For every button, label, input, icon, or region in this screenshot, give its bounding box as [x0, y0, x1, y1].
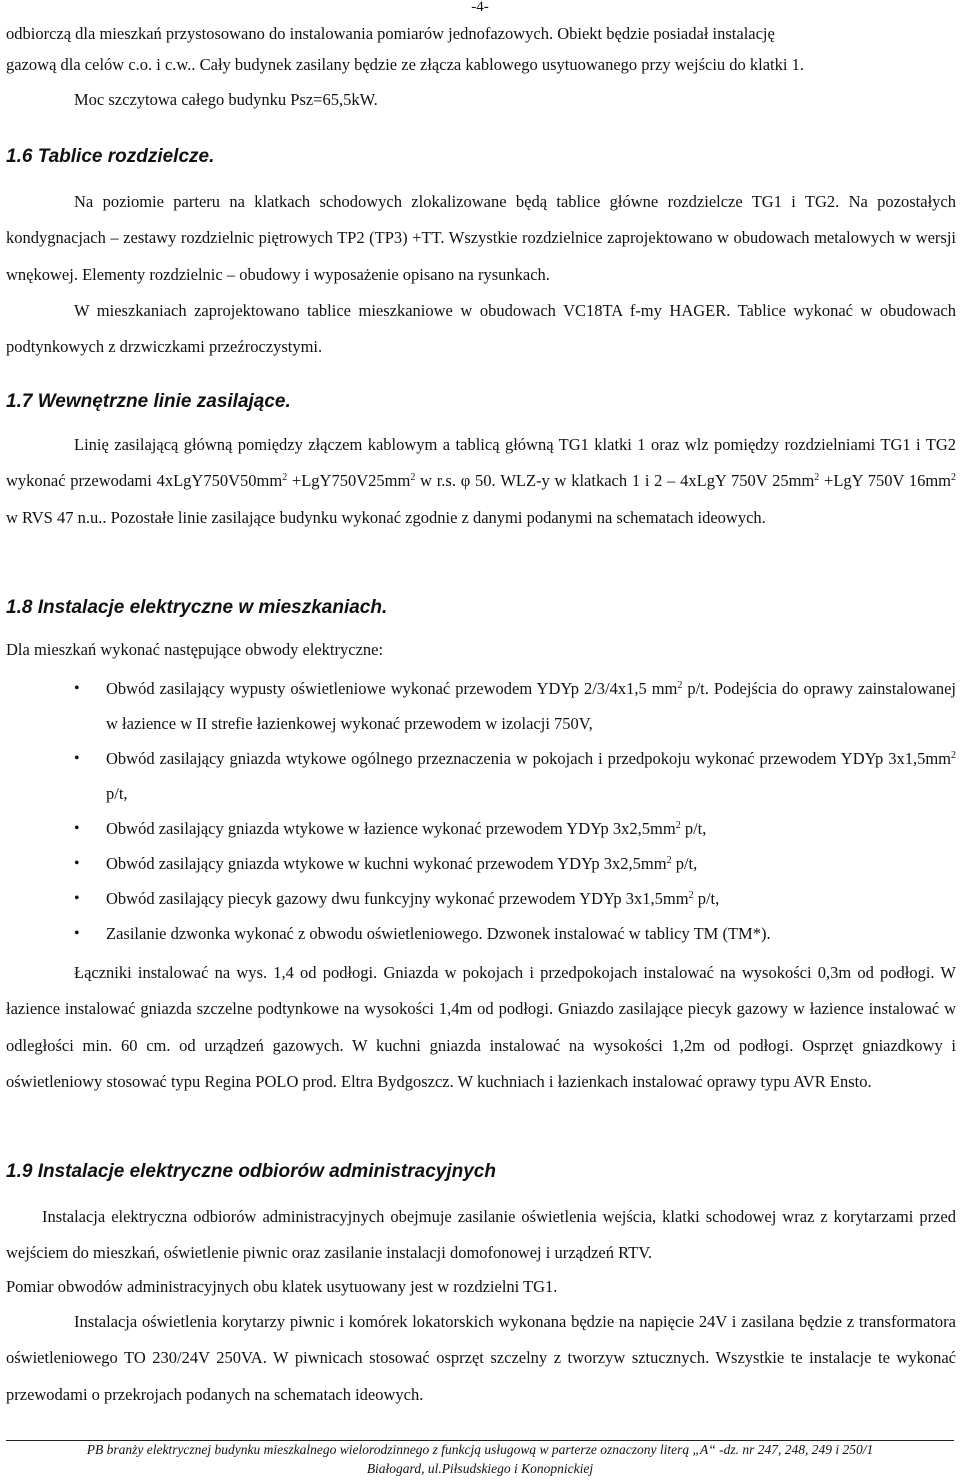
footer-line-2: Białogard, ul.Piłsudskiego i Konopnickiej [366, 1461, 594, 1476]
intro-line-1: odbiorczą dla mieszkań przystosowano do instalowania pomiarów jednofazowych. Obiekt będzie posiadał instalację [6, 24, 775, 43]
list-item: • Zasilanie dzwonka wykonać z obwodu oświetleniowego. Dzwonek instalować w tablicy TM (TM*). [0, 916, 956, 951]
list-item: • Obwód zasilający gniazda wtykowe w łazience wykonać przewodem YDYp $3x2,5mm^2$ p/t, [0, 811, 956, 846]
intro-line-2: gazową dla celów c.o. i c.w.. Cały budynek zasilany będzie ze złącza kablowego usytuowanego przy wejściu do klatki 1. [6, 55, 804, 74]
section-1-8-intro: Dla mieszkań wykonać następujące obwody elektryczne: [6, 640, 384, 659]
list-item: • Obwód zasilający piecyk gazowy dwu funkcyjny wykonać przewodem YDYp $3x1,5mm^2$ p/t, [0, 881, 956, 916]
section-1-9-paragraph-1: Instalacja elektryczna odbiorów administracyjnych obejmuje zasilanie oświetlenia wejścia, klatki schodowej wraz z korytarzami przed wejściem do mieszkań, oświetlenie piwnic oraz zasilanie instalacji domofonowej i urządzeń RTV. [6, 1207, 956, 1263]
bullet-icon: • [74, 925, 80, 942]
list-item: • Obwód zasilający wypusty oświetleniowe wykonać przewodem YDYp 2/3/4x1,5 $mm^2$ p/t. Podejścia do oprawy zainstalowanej w łazience w II strefie łazienkowej wykonać przewodem w izolacji 750V, [0, 671, 956, 741]
bullet-icon: • [74, 855, 80, 872]
section-heading-1-7: 1.7 Wewnętrzne linie zasilające. [6, 391, 291, 412]
bullet-icon: • [74, 820, 80, 837]
section-1-7-paragraph: Linię zasilającą główną pomiędzy złączem kablowym a tablicą główną TG1 klatki 1 oraz wlz pomiędzy rozdzielniami TG1 i TG2 wykonać przewodami $4xLgY750V50mm^2 +LgY750V25mm^2$ w r.s. φ 50. WLZ-y w klatkach 1 i 2 – 4xLgY 750V $25mm^2 +LgY$ 750V $16mm^2$ w RVS 47 n.u.. Pozostałe linie zasilające budynku wykonać zgodnie z danymi podanymi na schematach ideowych. [6, 435, 956, 527]
section-1-8-paragraph: Łączniki instalować na wys. 1,4 od podłogi. Gniazda w pokojach i przedpokojach instalować na wysokości 0,3m od podłogi. W łazience instalować gniazda szczelne podtynkowe na wysokości 1,4m od podłogi. Gniazdo zasilające piecyk gazowy w łazience instalować w odległości min. 60 cm. od urządzeń gazowych. W kuchni gniazda instalować na wysokości 1,2m od podłogi. Osprzęt gniazdkowy i oświetleniowy stosować typu Regina POLO prod. Eltra Bydgoszcz. W kuchniach i łazienkach instalować oprawy typu AVR Ensto. [6, 963, 956, 1091]
list-item: • Obwód zasilający gniazda wtykowe ogólnego przeznaczenia w pokojach i przedpokoju wykonać przewodem YDYp $3x1,5mm^2$ p/t, [0, 741, 956, 811]
section-heading-1-6: 1.6 Tablice rozdzielcze. [6, 146, 215, 167]
section-heading-1-9: 1.9 Instalacje elektryczne odbiorów administracyjnych [6, 1161, 496, 1182]
bullet-icon: • [74, 890, 80, 907]
footer-line-1: PB branży elektrycznej budynku mieszkalnego wielorodzinnego z funkcją usługową w parterze oznaczony literą „A“ -dz. nr 247, 248, 249 i 250/1 [86, 1442, 874, 1457]
circuit-list [0, 671, 956, 951]
section-1-6-paragraph-1: Na poziomie parteru na klatkach schodowych zlokalizowane będą tablice główne rozdzielcze TG1 i TG2. Na pozostałych kondygnacjach – zestawy rozdzielnic piętrowych TP2 (TP3) +TT. Wszystkie rozdzielnice zaprojektowano w obudowach metalowych w wersji wnękowej. Elementy rozdzielnic – obudowy i wyposażenie opisano na rysunkach. [6, 192, 956, 284]
intro-line-3: Moc szczytowa całego budynku Psz=65,5kW. [74, 90, 378, 109]
list-item: • Obwód zasilający gniazda wtykowe w kuchni wykonać przewodem YDYp $3x2,5mm^2$ p/t, [0, 846, 956, 881]
bullet-icon: • [74, 680, 80, 697]
page-number: -4- [471, 0, 489, 15]
section-1-9-paragraph-3: Instalacja oświetlenia korytarzy piwnic i komórek lokatorskich wykonana będzie na napięcie 24V i zasilana będzie z transformatora oświetleniowego TO 230/24V 250VA. W piwnicach stosować osprzęt szczelny z tworzyw sztucznych. Wszystkie te instalacje te wykonać przewodami o przekrojach podanych na schematach ideowych. [6, 1312, 956, 1404]
section-1-6-paragraph-2: W mieszkaniach zaprojektowano tablice mieszkaniowe w obudowach VC18TA f-my HAGER. Tablice wykonać w obudowach podtynkowych z drzwiczkami przeźroczystymi. [6, 301, 956, 357]
section-1-9-paragraph-2: Pomiar obwodów administracyjnych obu klatek usytuowany jest w rozdzielni TG1. [6, 1277, 558, 1296]
footer-divider [6, 1440, 954, 1441]
bullet-icon: • [74, 750, 80, 767]
section-heading-1-8: 1.8 Instalacje elektryczne w mieszkaniach. [6, 597, 388, 618]
